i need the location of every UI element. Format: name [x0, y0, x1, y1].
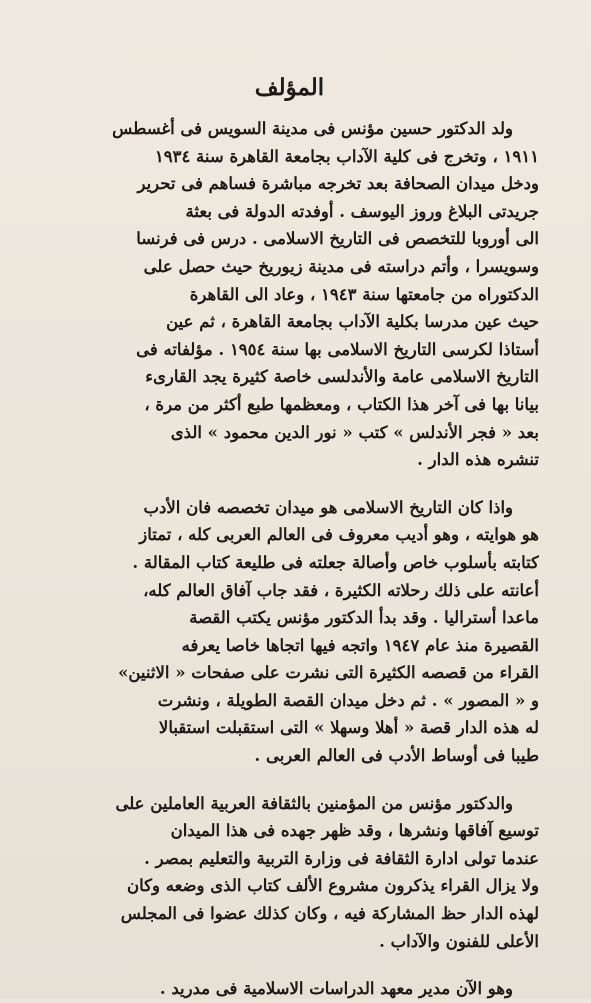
text-line: هو هوايته ، وهو أديب معروف فى العالم العربى كله ، تمتاز [139, 525, 539, 545]
text-line: له هذه الدار قصة « أهلا وسهلا » التى استقبلت استقبالا [158, 718, 539, 738]
text-line: عندما تولى ادارة الثقافة فى وزارة التربية والتعليم بمصر . [144, 848, 539, 868]
text-line: الأعلى للفنون والآداب . [379, 931, 539, 951]
text-line: وهو الآن مدير معهد الدراسات الاسلامية فى مدريد . [159, 979, 513, 999]
text-line: جريدتى البلاغ وروز اليوسف . أوفدته الدولة فى بعثة [185, 201, 539, 221]
paragraph-culture [40, 790, 539, 956]
text-line: و « المصور » . ثم دخل ميدان القصة الطويلة ، ونشرت [157, 690, 539, 710]
text-line: طيبا فى أوساط الأدب فى العالم العربى . [254, 746, 539, 766]
text-line: كتابته بأسلوب خاص وأصالة جعلته فى طليعة كتاب المقالة . [132, 552, 539, 572]
text-line: القراء من قصصه الكثيرة التى نشرت على صفحات « الاثنين» [118, 663, 539, 683]
paragraph-biography [40, 115, 539, 474]
text-line: الدكتوراه من جامعتها سنة ١٩٤٣ ، وعاد الى القاهرة [189, 284, 539, 304]
text-line: ماعدا أستراليا . وقد بدأ الدكتور مؤنس يكتب القصة [189, 608, 539, 628]
text-line: بعد « فجر الأندلس » كتب « نور الدين محمود » الذى [170, 422, 539, 442]
text-line: والدكتور مؤنس من المؤمنين بالثقافة العربية العاملين على [115, 793, 513, 813]
text-line: تنشره هذه الدار . [417, 450, 539, 470]
page-title: المؤلف [254, 74, 325, 101]
text-line: ولد الدكتور حسين مؤنس فى مدينة السويس فى أغسطس [112, 119, 513, 138]
text-line: واذا كان التاريخ الاسلامى هو ميدان تخصصه فان الأدب [143, 497, 513, 517]
text-line: ودخل ميدان الصحافة بعد تخرجه مباشرة فساهم فى تحرير [137, 174, 539, 194]
text-line: توسيع آفاقها ونشرها ، وقد ظهر جهده فى هذا الميدان [170, 821, 539, 841]
text-line: وسويسرا ، وأتم دراسته فى مدينة زيوريخ حيث حصل على [143, 256, 539, 276]
text-line: ولا يزال القراء يذكرون مشروع الألف كتاب الذى وضعه وكان [127, 876, 539, 896]
text-line: التاريخ الاسلامى عامة والأندلسى خاصة كثيرة يجد القارىء [145, 367, 539, 387]
text-line: ١٩١١ ، وتخرج فى كلية الآداب بجامعة القاهرة سنة ١٩٣٤ [154, 146, 539, 166]
text-line: أستاذا لكرسى التاريخ الاسلامى بها سنة ١٩٥٤ . مؤلفاته فى [136, 339, 539, 359]
text-line: لهذه الدار حظ المشاركة فيه ، وكان كذلك عضوا فى المجلس [120, 904, 539, 924]
paragraph-literature [40, 494, 539, 770]
text-line: الى أوروبا للتخصص فى التاريخ الاسلامى . درس فى فرنسا [136, 229, 539, 249]
text-line: أعانته على ذلك رحلاته الكثيرة ، فقد جاب آفاق العالم كله، [143, 580, 539, 600]
text-line: حيث عين مدرسا بكلية الآداب بجامعة القاهرة ، ثم عين [166, 312, 539, 332]
text-line: بيانا بها فى آخر هذا الكتاب ، ومعظمها طبع أكثر من مرة ، [144, 394, 539, 414]
text-line: القصيرة منذ عام ١٩٤٧ واتجه فيها اتجاها خاصا يعرفه [181, 635, 539, 655]
